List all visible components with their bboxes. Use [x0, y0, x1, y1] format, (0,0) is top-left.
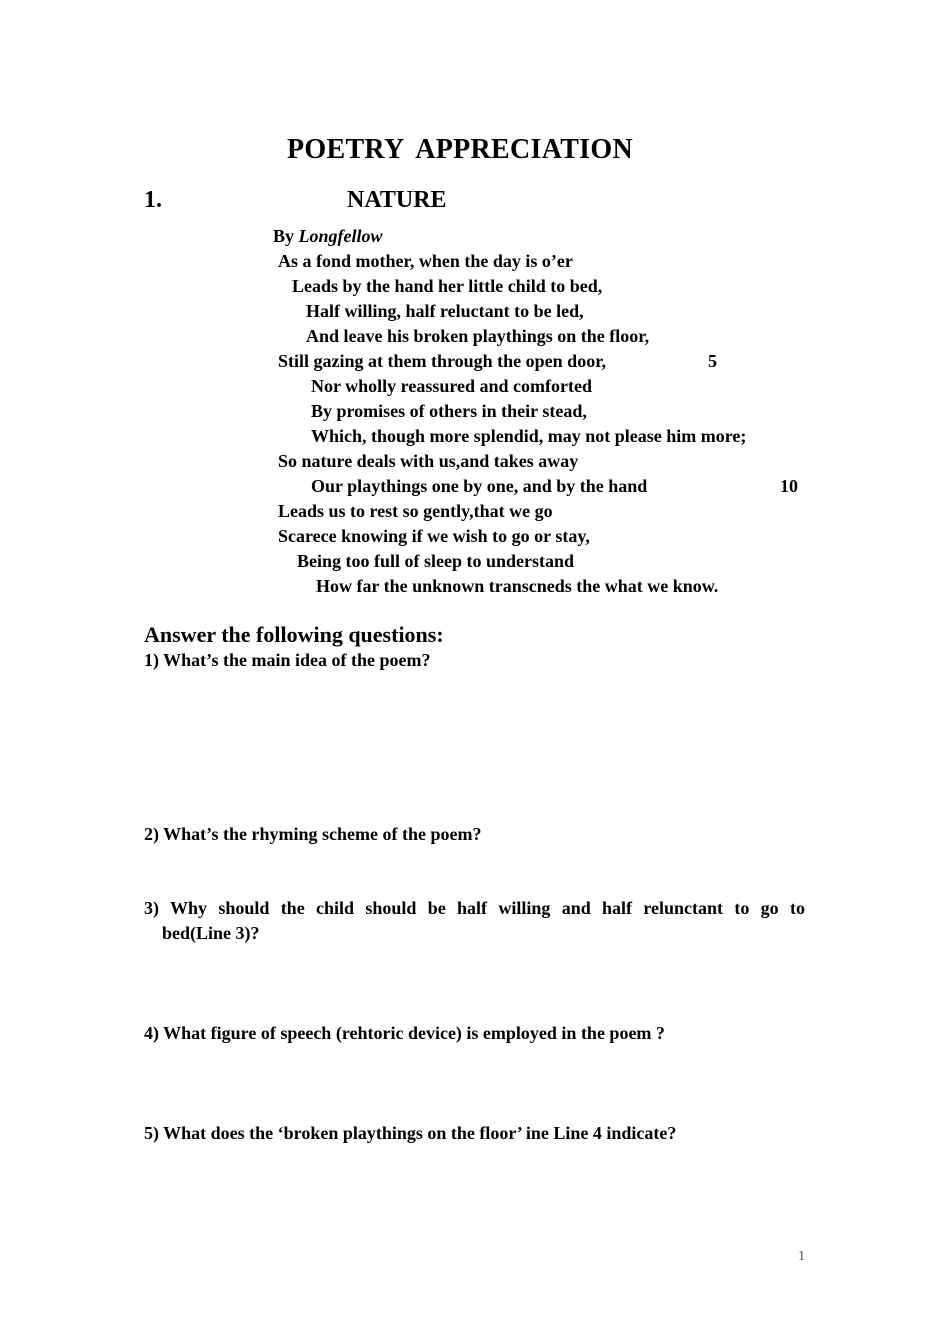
question-5: 5) What does the ‘broken playthings on the floor’ ine Line 4 indicate?: [144, 1123, 677, 1143]
question-4: 4) What figure of speech (rehtoric device) is employed in the poem ?: [144, 1023, 665, 1043]
poem-byline: [273, 227, 383, 245]
poem-number: 1.: [144, 187, 162, 213]
poem-line: Which, though more splendid, may not please him more;: [311, 426, 747, 446]
poem-author: Longfellow: [298, 226, 383, 246]
line-number: 10: [780, 476, 798, 496]
line-number: 5: [708, 351, 717, 371]
poem-line: How far the unknown transcneds the what we know.: [316, 576, 719, 596]
poem-line: Scarece knowing if we wish to go or stay,: [278, 526, 590, 546]
page-title: POETRY APPRECIATION: [287, 134, 633, 165]
poem-line: Still gazing at them through the open door,: [278, 351, 607, 371]
poem-line: Leads us to rest so gently,that we go: [278, 501, 553, 521]
poem-line: As a fond mother, when the day is o’er: [278, 251, 573, 271]
poem-line: Being too full of sleep to understand: [297, 551, 575, 571]
question-3-line-1: 3) Why should the child should be half willing and half relunctant to go to: [144, 898, 805, 918]
poem-line: Nor wholly reassured and comforted: [311, 376, 592, 396]
poem-line: By promises of others in their stead,: [311, 401, 587, 421]
questions-heading: Answer the following questions:: [144, 622, 444, 647]
question-3-line-2: bed(Line 3)?: [162, 923, 260, 943]
page-number: 1: [798, 1249, 805, 1264]
poem-line: Our playthings one by one, and by the hand: [311, 476, 648, 496]
question-1: 1) What’s the main idea of the poem?: [144, 650, 431, 670]
poem-line: Half willing, half reluctant to be led,: [306, 301, 584, 321]
byline-prefix: By: [273, 226, 295, 246]
poem-line: Leads by the hand her little child to bed,: [292, 276, 603, 296]
question-3: [144, 896, 805, 946]
question-2: 2) What’s the rhyming scheme of the poem?: [144, 824, 482, 844]
poem-line: So nature deals with us,and takes away: [278, 451, 579, 471]
poem-title: NATURE: [347, 187, 447, 213]
poem-line: And leave his broken playthings on the floor,: [306, 326, 650, 346]
